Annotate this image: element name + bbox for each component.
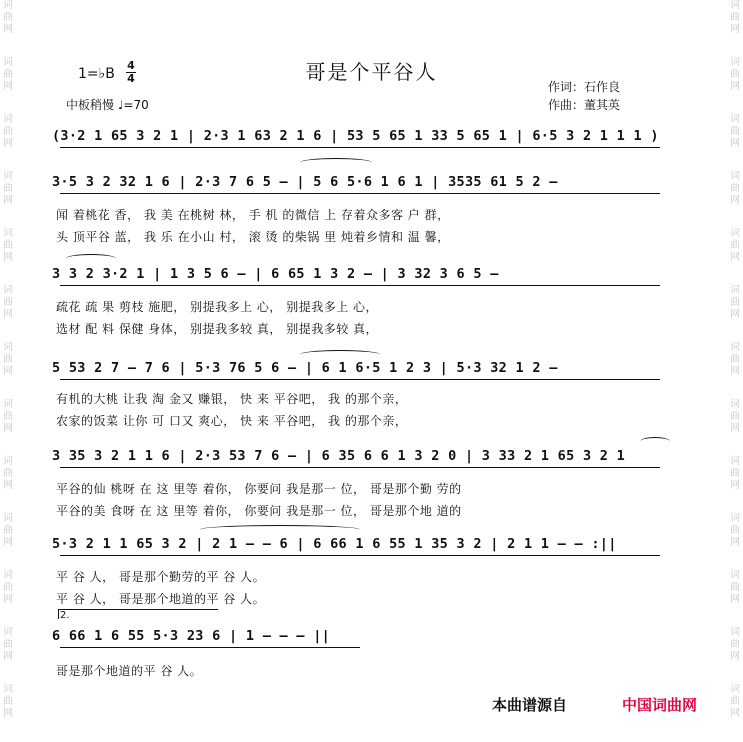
watermark-char: 网 [3,366,13,377]
watermark-char: 网 [3,480,13,491]
watermark-char: 曲 [730,126,740,137]
watermark-group [1,342,15,399]
watermark-group [728,456,742,513]
score-line-intro: (3·2 1 65 3 2 1 | 2·3 1 63 2 1 6 | 53 5 65 1 33 5 65 1 | 6·5 3 2 1 1 1 ) [52,128,659,144]
watermark-group [1,0,15,57]
watermark-char: 网 [730,423,740,434]
key-signature: 1=♭B [78,66,115,82]
lyric-line-2-verse-1: 疏花 疏 果 剪枝 施肥， 别提我多上 心， 别提我多上 心， [56,300,379,314]
watermark-char: 网 [730,252,740,263]
watermark-char: 词 [3,684,13,695]
lyric-line-4-verse-1: 平谷的仙 桃呀 在 这 里等 着你， 你要问 我是那一 位， 哥是那个勤 劳的 [56,482,462,496]
watermark-char: 曲 [730,639,740,650]
watermark-char: 网 [3,537,13,548]
watermark-group [1,285,15,342]
watermark-char: 词 [3,456,13,467]
lyric-line-1-verse-1: 闻 着桃花 香， 我 美 在桃树 林， 手 机 的微信 上 存着众多客 户 群， [56,208,450,222]
watermark-group [728,114,742,171]
watermark-group [1,570,15,627]
time-signature-top: 4 [127,59,135,72]
watermark-group [1,513,15,570]
watermark-char: 曲 [3,354,13,365]
watermark-group [728,399,742,456]
time-signature [126,60,136,85]
watermark-char: 曲 [730,183,740,194]
watermark-char: 词 [3,285,13,296]
site-name-link[interactable]: 中国词曲网 [622,696,698,714]
score-line-ending: 6 66 1 6 55 5·3 23 6 | 1 – – – || [52,628,331,644]
watermark-char: 曲 [3,696,13,707]
lyric-line-3-verse-1: 有机的大桃 让我 淘 金又 赚银， 快 来 平谷吧， 我 的那个亲， [56,392,408,406]
watermark-group [728,342,742,399]
watermark-char: 曲 [730,525,740,536]
watermark-char: 曲 [730,240,740,251]
watermark-char: 词 [3,342,13,353]
watermark-char: 网 [730,309,740,320]
watermark-char: 网 [730,24,740,35]
watermark-char: 词 [3,114,13,125]
watermark-group [728,0,742,57]
watermark-char: 词 [3,171,13,182]
watermark-char: 词 [3,570,13,581]
watermark-group [728,171,742,228]
watermark-group [1,399,15,456]
watermark-char: 词 [730,513,740,524]
watermark-char: 曲 [730,297,740,308]
watermark-char: 词 [730,114,740,125]
watermark-group [728,228,742,285]
watermark-char: 网 [3,309,13,320]
watermark-char: 网 [3,423,13,434]
lyric-line-3-verse-2: 农家的饭菜 让你 可 口又 爽心， 快 来 平谷吧， 我 的那个亲， [56,414,408,428]
lyric-line-1-verse-2: 头 顶平谷 蓝， 我 乐 在小山 村， 滚 烫 的柴锅 里 炖着乡情和 温 馨， [56,230,450,244]
watermark-char: 曲 [3,411,13,422]
watermark-char: 曲 [730,582,740,593]
watermark-char: 词 [3,513,13,524]
watermark-group [1,684,15,741]
watermark-char: 词 [3,57,13,68]
watermark-char: 网 [3,138,13,149]
watermark-char: 词 [730,342,740,353]
watermark-char: 曲 [3,126,13,137]
watermark-char: 网 [730,651,740,662]
watermark-char: 网 [730,480,740,491]
watermark-char: 曲 [3,582,13,593]
watermark-char: 网 [3,24,13,35]
lyric-line-ending: 哥是那个地道的平 谷 人。 [56,664,203,678]
watermark-char: 词 [730,399,740,410]
watermark-group [728,684,742,741]
watermark-char: 曲 [730,69,740,80]
watermark-char: 网 [3,651,13,662]
watermark-char: 词 [730,228,740,239]
watermark-char: 网 [730,537,740,548]
watermark-char: 曲 [730,468,740,479]
score-line-3: 5 53 2 7 – 7 6 | 5·3 76 5 6 – | 6 1 6·5 1 2 3 | 5·3 32 1 2 – [52,360,558,376]
watermark-group [1,627,15,684]
watermark-char: 曲 [3,297,13,308]
watermark-char: 词 [730,456,740,467]
watermark-char: 词 [730,0,740,11]
watermark-char: 词 [3,399,13,410]
watermark-char: 网 [3,594,13,605]
watermark-char: 网 [3,195,13,206]
watermark-char: 网 [730,81,740,92]
watermark-group [1,171,15,228]
watermark-group [1,456,15,513]
watermark-char: 词 [730,285,740,296]
watermark-char: 曲 [3,639,13,650]
watermark-group [1,228,15,285]
score-line-1: 3·5 3 2 32 1 6 | 2·3 7 6 5 – | 5 6 5·6 1 6 1 | 3535 61 5 2 – [52,174,558,190]
watermark-char: 词 [730,627,740,638]
song-title: 哥是个平谷人 [305,60,438,84]
watermark-char: 词 [730,570,740,581]
watermark-char: 网 [730,195,740,206]
watermark-char: 词 [730,684,740,695]
score-line-4: 3 35 3 2 1 1 6 | 2·3 53 7 6 – | 6 35 6 6 1 3 2 0 | 3 33 2 1 65 3 2 1 [52,448,626,464]
lyric-line-5-verse-2: 平 谷 人， 哥是那个地道的平 谷 人。 [56,592,266,606]
watermark-char: 词 [3,627,13,638]
watermark-group [728,285,742,342]
side-watermark-left [1,0,15,742]
score-line-5: 5·3 2 1 1 65 3 2 | 2 1 – – 6 | 6 66 1 6 55 1 35 3 2 | 2 1 1 – – :|| [52,536,617,552]
lyric-line-5-verse-1: 平 谷 人， 哥是那个勤劳的平 谷 人。 [56,570,266,584]
watermark-char: 曲 [3,525,13,536]
watermark-char: 曲 [3,12,13,23]
lyric-line-2-verse-2: 选材 配 料 保健 身体， 别提我多较 真， 别提我多较 真， [56,322,379,336]
watermark-char: 曲 [3,183,13,194]
watermark-char: 网 [3,708,13,719]
watermark-char: 网 [3,81,13,92]
time-signature-bottom: 4 [127,72,135,85]
lyricist-credit: 作词：石作良 [548,80,621,94]
watermark-group [1,114,15,171]
watermark-char: 网 [730,594,740,605]
composer-credit: 作曲：董其英 [548,98,621,112]
lyric-line-4-verse-2: 平谷的美 食呀 在 这 里等 着你， 你要问 我是那一 位， 哥是那个地 道的 [56,504,462,518]
watermark-char: 曲 [730,354,740,365]
source-label: 本曲谱源自 [492,696,568,714]
watermark-char: 曲 [3,69,13,80]
watermark-char: 曲 [730,12,740,23]
watermark-char: 曲 [730,411,740,422]
watermark-char: 曲 [3,240,13,251]
watermark-group [728,627,742,684]
watermark-char: 词 [730,57,740,68]
watermark-char: 词 [730,171,740,182]
watermark-char: 词 [3,0,13,11]
watermark-char: 词 [3,228,13,239]
watermark-group [728,570,742,627]
watermark-char: 网 [730,366,740,377]
score-line-2: 3 3 2 3·2 1 | 1 3 5 6 – | 6 65 1 3 2 – | 3 32 3 6 5 – [52,266,499,282]
watermark-char: 曲 [730,696,740,707]
side-watermark-right [728,0,742,742]
second-ending-mark: 2. [60,610,70,621]
watermark-char: 网 [730,708,740,719]
watermark-group [728,513,742,570]
tempo-marking: 中板稍慢 ♩=70 [66,98,149,112]
watermark-char: 网 [730,138,740,149]
watermark-char: 曲 [3,468,13,479]
watermark-char: 网 [3,252,13,263]
